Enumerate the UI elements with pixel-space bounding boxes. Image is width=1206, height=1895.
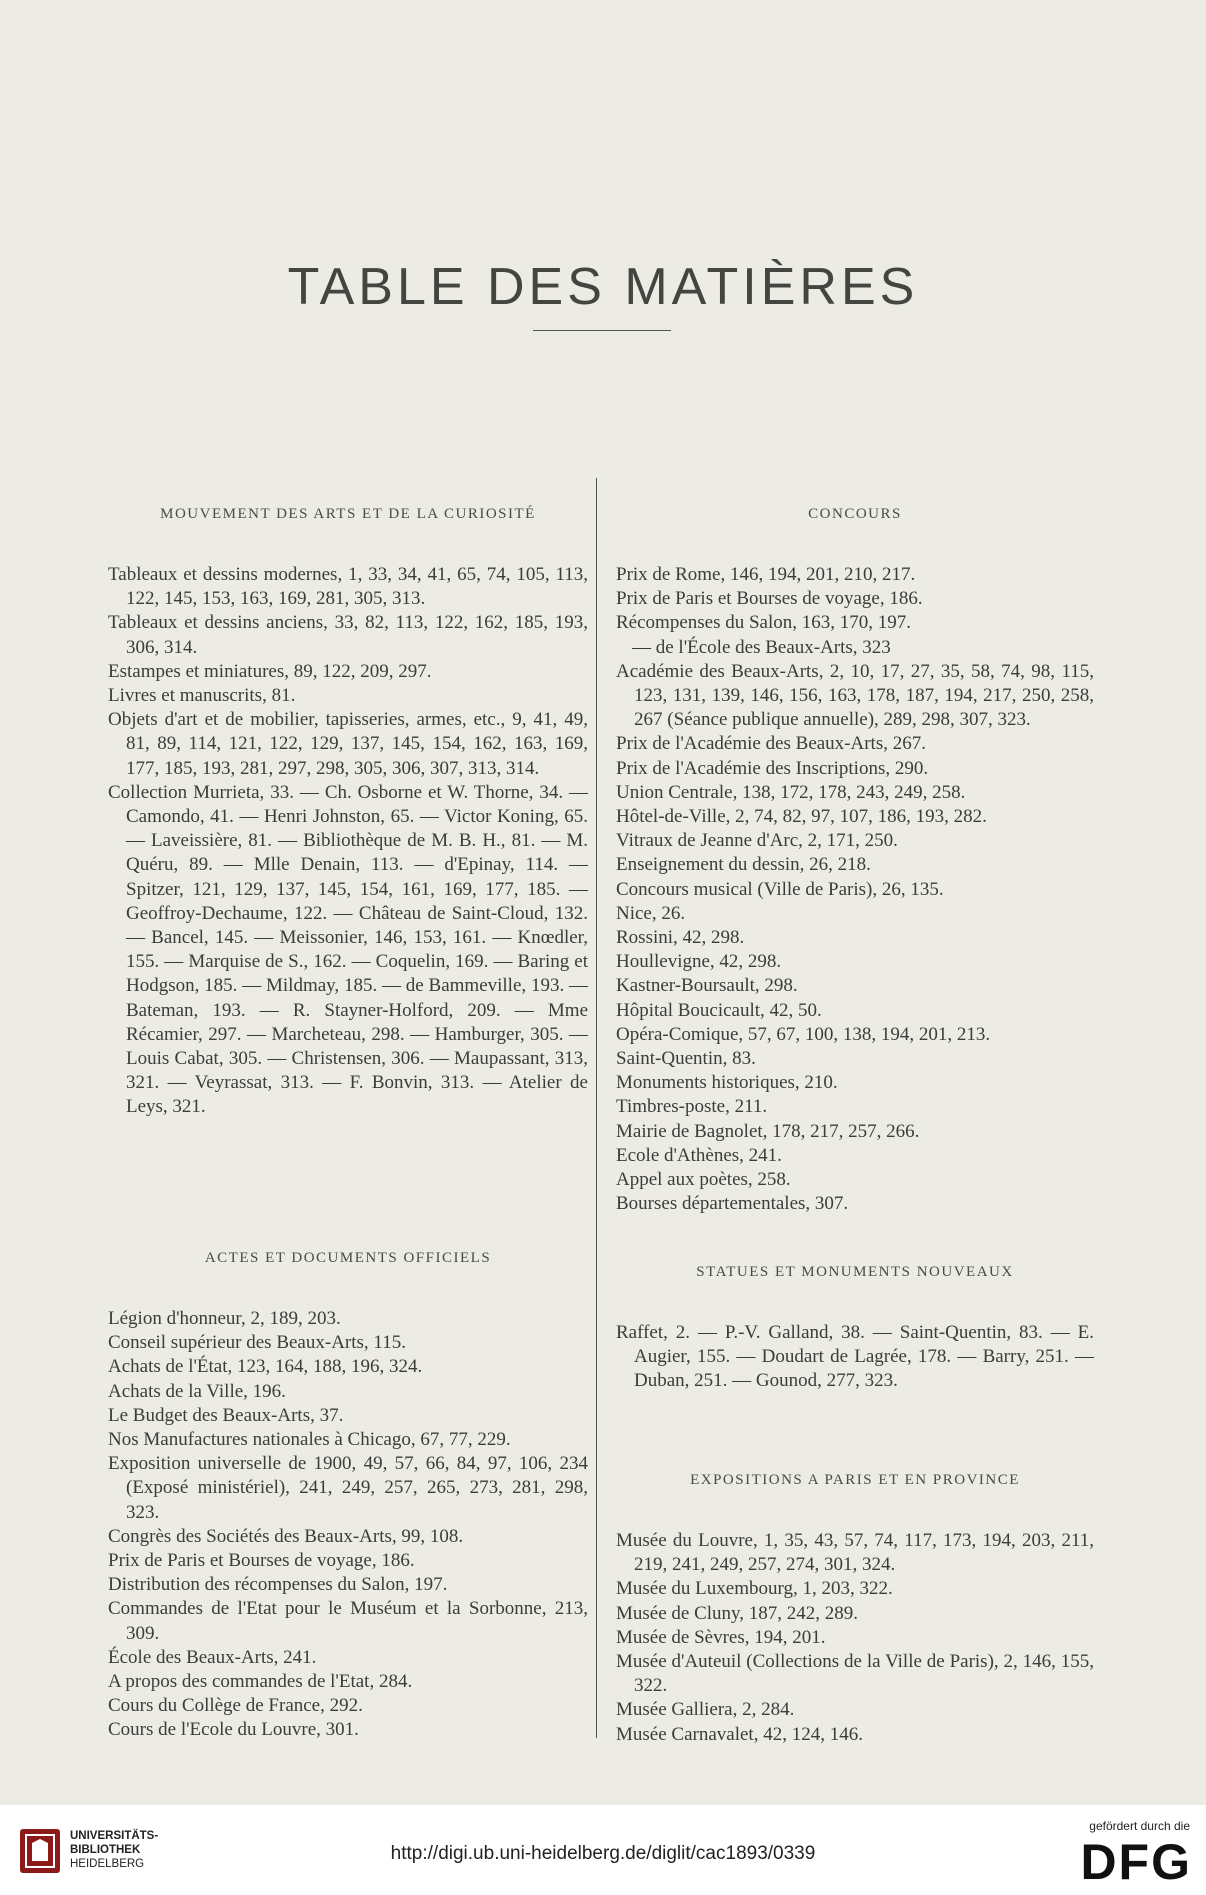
list-item: Distribution des récompenses du Salon, 197. bbox=[108, 1574, 448, 1596]
dfg-logo[interactable]: DFG bbox=[1080, 1834, 1192, 1890]
list-item: Nice, 26. bbox=[616, 902, 686, 924]
list-item: Appel aux poètes, 258. bbox=[616, 1169, 791, 1191]
entry-list bbox=[616, 1321, 1094, 1394]
list-item: Opéra-Comique, 57, 67, 100, 138, 194, 201, 213. bbox=[616, 1023, 991, 1045]
list-item: Cours de l'Ecole du Louvre, 301. bbox=[108, 1719, 359, 1741]
list-item: Bourses départementales, 307. bbox=[616, 1193, 849, 1215]
list-item: Légion d'honneur, 2, 189, 203. bbox=[108, 1308, 341, 1329]
list-item: Commandes de l'Etat pour le Muséum et la Sorbonne, 213, 309. bbox=[108, 1598, 588, 1644]
list-item: Union Centrale, 138, 172, 178, 243, 249, 258. bbox=[616, 781, 966, 803]
list-item: Hôtel-de-Ville, 2, 74, 82, 97, 107, 186, 193, 282. bbox=[616, 806, 987, 828]
list-item: Tableaux et dessins anciens, 33, 82, 113, 122, 162, 185, 193, 306, 314. bbox=[108, 612, 588, 658]
left-section-1 bbox=[108, 506, 588, 1120]
list-item: Objets d'art et de mobilier, tapisseries, armes, etc., 9, 41, 49, 81, 89, 114, 121, 122, 129, 137, 145, 154, 162, 163, 169, 177, 185, 193, 281, 297, 298, 305, 306, 307, 313, 314. bbox=[108, 709, 588, 779]
list-item: Congrès des Sociétés des Beaux-Arts, 99, 108. bbox=[108, 1525, 464, 1547]
left-section-2 bbox=[108, 1250, 588, 1743]
list-item: Ecole d'Athènes, 241. bbox=[616, 1144, 782, 1166]
list-item: Hôpital Boucicault, 42, 50. bbox=[616, 999, 822, 1021]
list-item: Monuments historiques, 210. bbox=[616, 1072, 838, 1094]
entry-list bbox=[108, 563, 588, 1120]
list-item: — de l'École des Beaux-Arts, 323 bbox=[632, 636, 891, 658]
list-item: École des Beaux-Arts, 241. bbox=[108, 1646, 317, 1668]
entry-list bbox=[616, 1529, 1094, 1747]
list-item: Le Budget des Beaux-Arts, 37. bbox=[108, 1404, 344, 1426]
list-item: Exposition universelle de 1900, 49, 57, 66, 84, 97, 106, 234 (Exposé ministériel), 241, 249, 257, 265, 273, 281, 298, 323. bbox=[108, 1453, 588, 1523]
list-item: Mairie de Bagnolet, 178, 217, 257, 266. bbox=[616, 1120, 920, 1142]
list-item: Tableaux et dessins modernes, 1, 33, 34, 41, 65, 74, 105, 113, 122, 145, 153, 163, 169, 281, 305, 313. bbox=[108, 564, 588, 610]
right-section-1 bbox=[616, 506, 1094, 1216]
list-item: Enseignement du dessin, 26, 218. bbox=[616, 854, 871, 876]
section-heading: ACTES ET DOCUMENTS OFFICIELS bbox=[204, 1250, 492, 1266]
list-item: Prix de Paris et Bourses de voyage, 186. bbox=[108, 1550, 415, 1572]
entry-list bbox=[108, 1307, 588, 1743]
list-item: Houllevigne, 42, 298. bbox=[616, 951, 782, 973]
list-item: Prix de l'Académie des Inscriptions, 290. bbox=[616, 757, 929, 779]
list-item: Achats de la Ville, 196. bbox=[108, 1380, 286, 1402]
list-item: Prix de Paris et Bourses de voyage, 186. bbox=[616, 588, 923, 610]
list-item: Estampes et miniatures, 89, 122, 209, 297. bbox=[108, 660, 432, 682]
list-item: Musée du Luxembourg, 1, 203, 322. bbox=[616, 1578, 893, 1600]
list-item: Musée Galliera, 2, 284. bbox=[616, 1699, 795, 1721]
list-item: Timbres-poste, 211. bbox=[616, 1096, 768, 1118]
section-heading: STATUES ET MONUMENTS NOUVEAUX bbox=[696, 1264, 1014, 1280]
list-item: Livres et manuscrits, 81. bbox=[108, 685, 296, 707]
list-item: Collection Murrieta, 33. — Ch. Osborne et W. Thorne, 34. — Camondo, 41. — Henri Johnston, 65. — Victor Koning, 65. — Laveissière, 81. — Bibliothèque de M. B. H., 81. — M. Quéru, 89. — Mlle Denain, 113. — d'Epinay, 114. — Spitzer, 121, 129, 137, 145, 154, 161, 169, 177, 185. — Geoffroy-Dechaume, 122. — Château de Saint-Cloud, 132. — Bancel, 145. — Meissonier, 146, 153, 161. — Knœdler, 155. — Marquise de S., 162. — Coquelin, 169. — Baring et Hodgson, 185. — Mildmay, 185. — de Bammeville, 193. — Bateman, 193. — R. Stayner-Holford, 209. — Mme Récamier, 297. — Marcheteau, 298. — Hamburger, 305. — Louis Cabat, 305. — Christensen, 306. — Maupassant, 313, 321. — Veyrassat, 313. — F. Bonvin, 313. — Atelier de Leys, 321. bbox=[108, 781, 588, 1118]
list-item: Musée de Cluny, 187, 242, 289. bbox=[616, 1602, 859, 1624]
funding-caption: gefördert durch die bbox=[1089, 1819, 1190, 1833]
column-divider bbox=[596, 478, 597, 1738]
list-item: Conseil supérieur des Beaux-Arts, 115. bbox=[108, 1332, 406, 1354]
list-item: Achats de l'État, 123, 164, 188, 196, 324. bbox=[108, 1356, 423, 1378]
library-line: BIBLIOTHEK bbox=[70, 1844, 141, 1856]
list-item: Saint-Quentin, 83. bbox=[616, 1048, 756, 1070]
list-item: Académie des Beaux-Arts, 2, 10, 17, 27, 35, 58, 74, 98, 115, 123, 131, 139, 146, 156, 163, 178, 187, 194, 217, 250, 258, 267 (Séance publique annuelle), 289, 298, 307, 323. bbox=[616, 660, 1094, 731]
page-title: TABLE DES MATIÈRES bbox=[287, 257, 919, 316]
list-item: Prix de l'Académie des Beaux-Arts, 267. bbox=[616, 733, 926, 755]
list-item: Kastner-Boursault, 298. bbox=[616, 975, 798, 997]
permalink[interactable]: http://digi.ub.uni-heidelberg.de/diglit/cac1893/0339 bbox=[390, 1843, 816, 1864]
list-item: Musée du Louvre, 1, 35, 43, 57, 74, 117, 173, 194, 203, 211, 219, 241, 249, 257, 274, 301, 324. bbox=[616, 1530, 1094, 1576]
library-line: UNIVERSITÄTS- bbox=[70, 1830, 159, 1842]
section-heading: MOUVEMENT DES ARTS ET DE LA CURIOSITÉ bbox=[160, 506, 536, 522]
section-heading: EXPOSITIONS A PARIS ET EN PROVINCE bbox=[690, 1472, 1020, 1488]
list-item: Récompenses du Salon, 163, 170, 197. bbox=[616, 612, 912, 634]
entry-list bbox=[616, 563, 1094, 1216]
right-section-3 bbox=[616, 1472, 1094, 1747]
list-item: Nos Manufactures nationales à Chicago, 67, 77, 229. bbox=[108, 1429, 511, 1451]
section-heading: CONCOURS bbox=[808, 506, 902, 522]
list-item: Vitraux de Jeanne d'Arc, 2, 171, 250. bbox=[616, 830, 898, 852]
list-item: Musée d'Auteuil (Collections de la Ville de Paris), 2, 146, 155, 322. bbox=[616, 1651, 1094, 1697]
list-item: Raffet, 2. — P.-V. Galland, 38. — Saint-Quentin, 83. — E. Augier, 155. — Doudart de Lagrée, 178. — Barry, 251. — Duban, 251. — Gounod, 277, 323. bbox=[616, 1322, 1094, 1392]
library-line: HEIDELBERG bbox=[70, 1858, 145, 1870]
list-item: Musée de Sèvres, 194, 201. bbox=[616, 1626, 826, 1648]
right-section-2 bbox=[616, 1264, 1094, 1394]
list-item: Musée Carnavalet, 42, 124, 146. bbox=[616, 1723, 863, 1745]
list-item: Cours du Collège de France, 292. bbox=[108, 1695, 363, 1717]
list-item: Rossini, 42, 298. bbox=[616, 927, 745, 949]
title-divider bbox=[533, 330, 671, 331]
list-item: Concours musical (Ville de Paris), 26, 135. bbox=[616, 878, 944, 900]
viewer-footer bbox=[0, 1805, 1206, 1895]
list-item: A propos des commandes de l'Etat, 284. bbox=[108, 1671, 413, 1693]
list-item: Prix de Rome, 146, 194, 201, 210, 217. bbox=[616, 564, 916, 585]
